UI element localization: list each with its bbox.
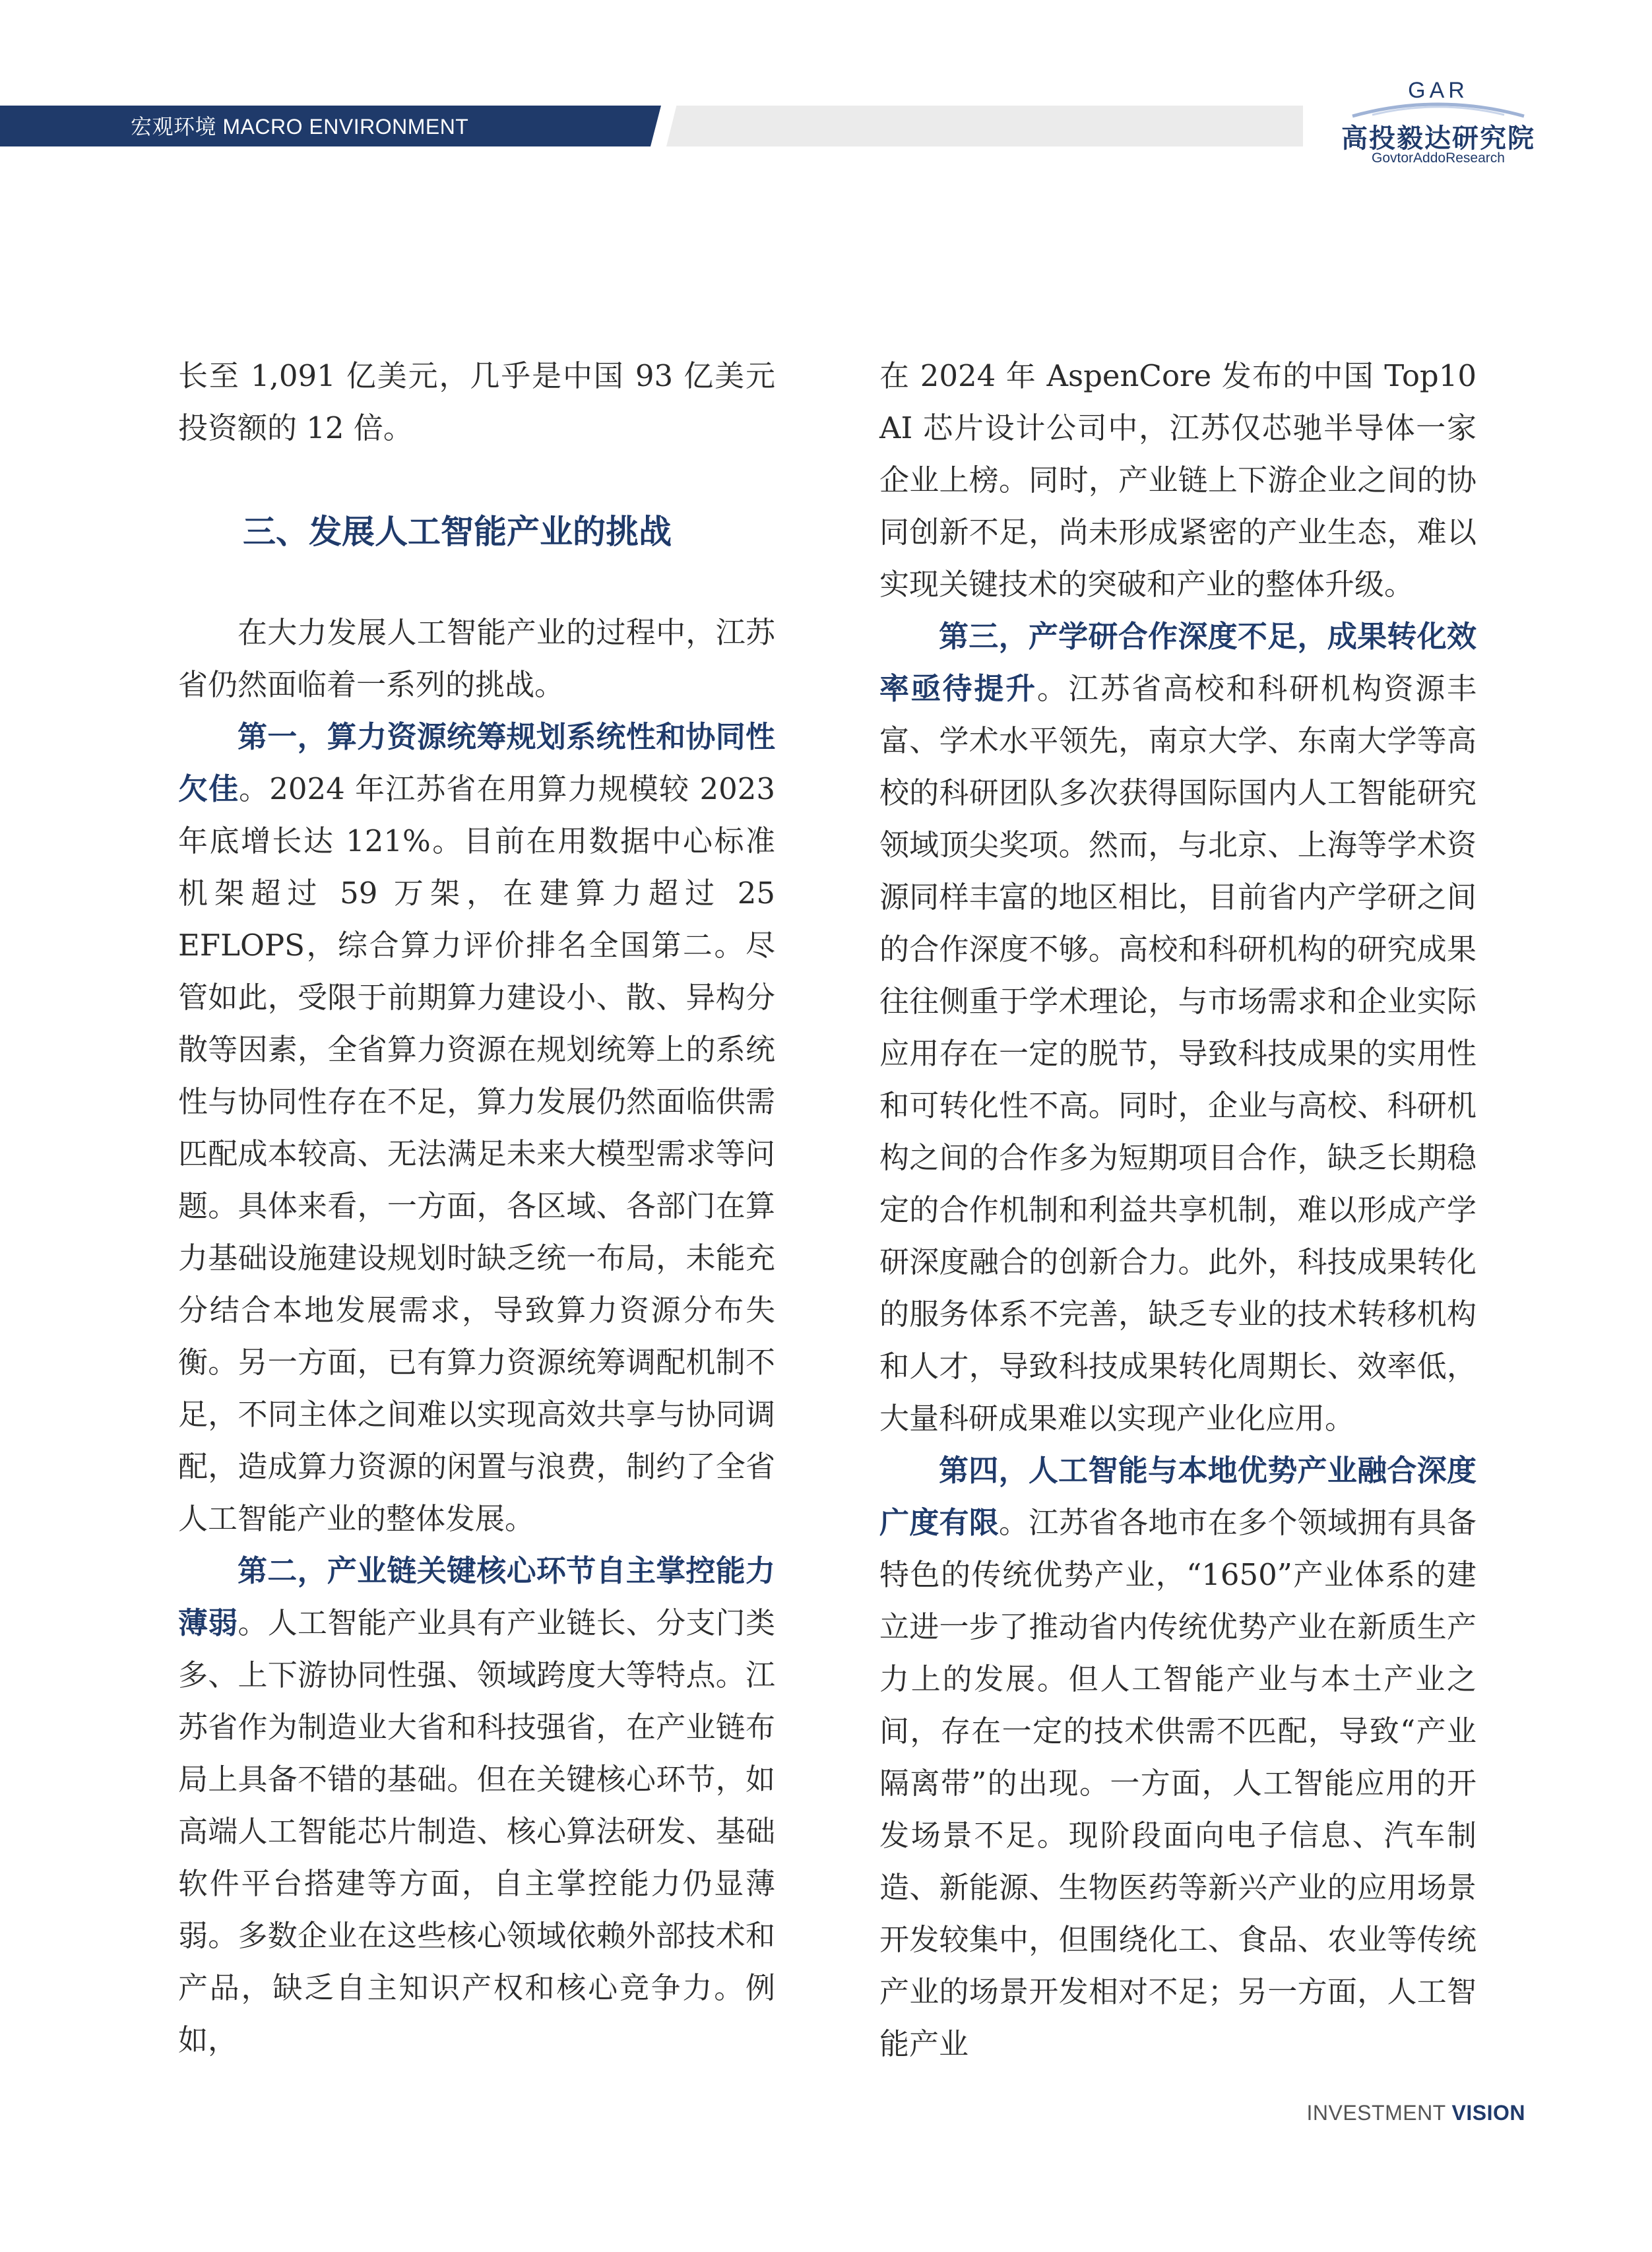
challenge-4-heading: 第四，人工智能与本地优势产业融合深度广度有限	[879, 1453, 1477, 1540]
paragraph-challenge-3	[879, 610, 1477, 1444]
paragraph-challenge-4	[879, 1444, 1477, 2070]
paragraph-continuation-right: 在 2024 年 AspenCore 发布的中国 Top10 AI 芯片设计公司中，江苏仅芯驰半导体一家企业上榜。同时，产业链上下游企业之间的协同创新不足，尚未形成紧密的产业生态，难以实现关键技术的突破和产业的整体升级。	[879, 358, 1477, 602]
challenge-3-heading: 第三，产学研合作深度不足，成果转化效率亟待提升	[879, 619, 1477, 706]
challenge-2-heading: 第二，产业链关键核心环节自主掌控能力薄弱	[178, 1553, 775, 1640]
logo-mark: GAR	[1408, 78, 1469, 103]
challenge-2-body: 。人工智能产业具有产业链长、分支门类多、上下游协同性强、领域跨度大等特点。江苏省作为制造业大省和科技强省，在产业链布局上具备不错的基础。但在关键核心环节，如高端人工智能芯片制造、核心算法研发、基础软件平台搭建等方面，自主掌控能力仍显薄弱。多数企业在这些核心领域依赖外部技术和产品，缺乏自主知识产权和核心竞争力。例如，	[178, 1605, 775, 2057]
gar-logo	[1326, 74, 1550, 166]
paragraph-continuation: 长至 1,091 亿美元，几乎是中国 93 亿美元投资额的 12 倍。	[178, 358, 775, 445]
logo-name-en: GovtorAddoResearch	[1372, 150, 1505, 166]
logo-name-cn: 高投毅达研究院	[1341, 123, 1535, 154]
footer-word-investment: INVESTMENT	[1306, 2101, 1446, 2125]
challenge-3-body: 。江苏省高校和科研机构资源丰富、学术水平领先，南京大学、东南大学等高校的科研团队多次获得国际国内人工智能研究领域顶尖奖项。然而，与北京、上海等学术资源同样丰富的地区相比，目前省内产学研之间的合作深度不够。高校和科研机构的研究成果往往侧重于学术理论，与市场需求和企业实际应用存在一定的脱节，导致科技成果的实用性和可转化性不高。同时，企业与高校、科研机构之间的合作多为短期项目合作，缺乏长期稳定的合作机制和利益共享机制，难以形成产学研深度融合的创新合力。此外，科技成果转化的服务体系不完善，缺乏专业的技术转移机构和人才，导致科技成果转化周期长、效率低，大量科研成果难以实现产业化应用。	[879, 671, 1477, 1436]
section-label: 宏观环境 MACRO ENVIRONMENT	[131, 115, 469, 139]
left-column	[178, 350, 775, 2066]
paragraph-intro: 在大力发展人工智能产业的过程中，江苏省仍然面临着一系列的挑战。	[178, 615, 775, 702]
right-column	[879, 350, 1477, 2070]
footer-label	[1306, 2098, 1525, 2127]
section-title: 三、发展人工智能产业的挑战	[243, 513, 672, 551]
paragraph-challenge-1	[178, 711, 775, 1545]
footer-word-vision: VISION	[1451, 2101, 1525, 2125]
challenge-1-heading: 第一，算力资源统筹规划系统性和协同性欠佳	[178, 719, 775, 806]
challenge-4-body: 。江苏省各地市在多个领域拥有具备特色的传统优势产业，“1650”产业体系的建立进一步了推动省内传统优势产业在新质生产力上的发展。但人工智能产业与本土产业之间，存在一定的技术供需不匹配，导致“产业隔离带”的出现。一方面，人工智能应用的开发场景不足。现阶段面向电子信息、汽车制造、新能源、生物医药等新兴产业的应用场景开发较集中，但围绕化工、食品、农业等传统产业的场景开发相对不足；另一方面，人工智能产业	[879, 1505, 1477, 2061]
header-stripe	[666, 106, 1303, 146]
challenge-1-body: 。2024 年江苏省在用算力规模较 2023 年底增长达 121%。目前在用数据中心标准机架超过 59 万架，在建算力超过 25 EFLOPS，综合算力评价排名全国第二。尽管如此，受限于前期算力建设小、散、异构分散等因素，全省算力资源在规划统筹上的系统性与协同性存在不足，算力发展仍然面临供需匹配成本较高、无法满足未来大模型需求等问题。具体来看，一方面，各区域、各部门在算力基础设施建设规划时缺乏统一布局，未能充分结合本地发展需求，导致算力资源分布失衡。另一方面，已有算力资源统筹调配机制不足，不同主体之间难以实现高效共享与协同调配，造成算力资源的闲置与浪费，制约了全省人工智能产业的整体发展。	[178, 771, 775, 1536]
paragraph-challenge-2	[178, 1545, 775, 2066]
